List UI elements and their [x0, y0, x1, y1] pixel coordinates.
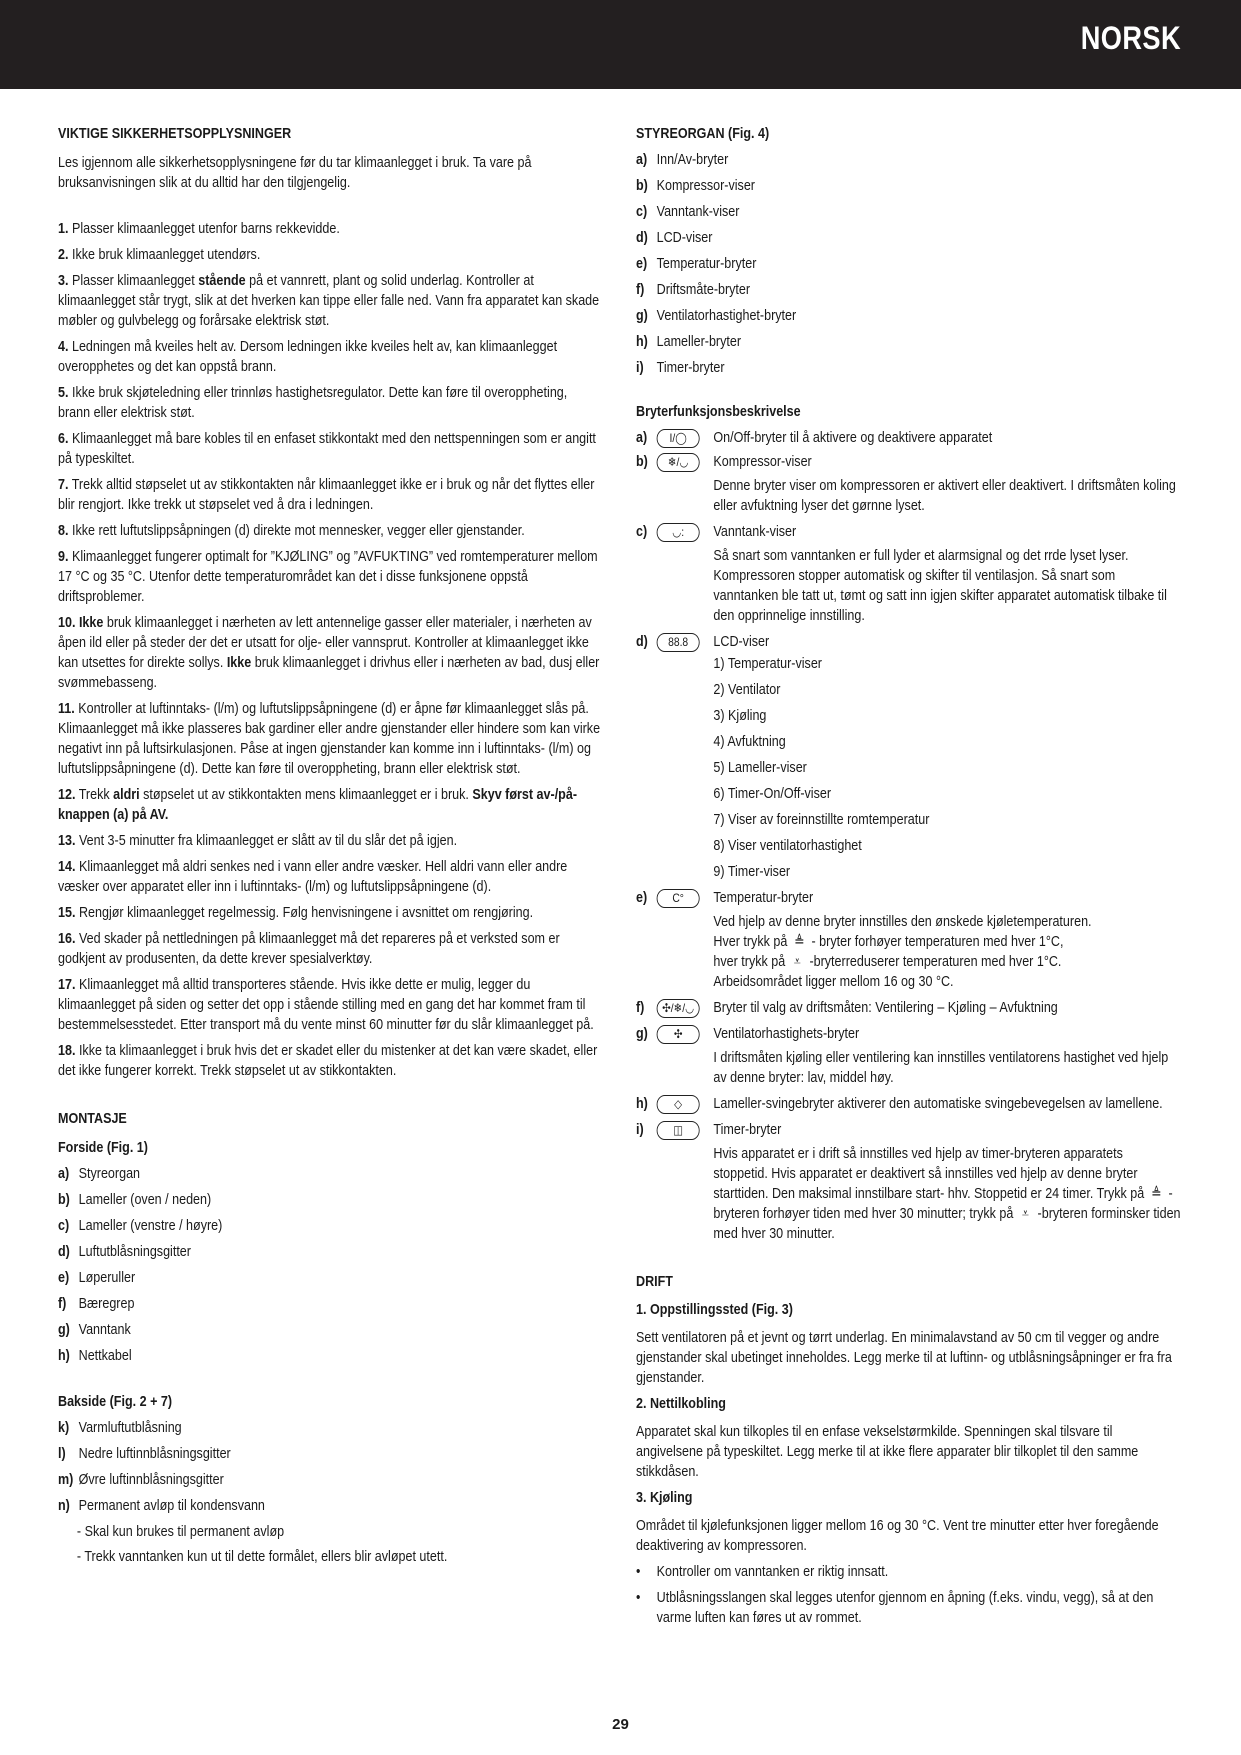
lcd-item: 7) Viser av foreinnstillte romtemperatur — [713, 812, 930, 828]
rule-number: 16. — [58, 931, 76, 947]
item-key: c) — [58, 1218, 70, 1234]
rule-text: støpselet ut av stikkontakten mens klimaanlegget er i bruk. — [139, 787, 473, 803]
item-key: h) — [58, 1348, 70, 1364]
styreorgan-list — [636, 150, 1181, 378]
lcd-item: 2) Ventilator — [713, 682, 781, 698]
safety-rule — [58, 975, 601, 1035]
rule-text: Vent 3-5 minutter fra klimaanlegget er slått av til du slår det på igjen. — [78, 833, 458, 849]
item-key: l) — [58, 1446, 66, 1462]
item-value: Luftutblåsningsgitter — [78, 1244, 191, 1260]
safety-title: VIKTIGE SIKKERHETSOPPLYSNINGER — [58, 126, 292, 142]
bullet-text: Kontroller om vanntanken er riktig innsatt. — [656, 1564, 889, 1580]
bullet: • — [636, 1564, 641, 1580]
safety-rule — [58, 475, 601, 515]
item-key: h) — [636, 334, 648, 350]
safety-rule — [58, 337, 601, 377]
fn-desc: Denne bryter viser om kompressoren er aktivert eller deaktivert. I driftsmåten koling eller avfuktning lyser det gørnne lyset. — [713, 478, 1176, 514]
item-key: m) — [58, 1472, 74, 1488]
fn-desc-line: -bryterreduserer temperaturen med hver 1°C. — [809, 954, 1062, 970]
rule-number: 18. — [58, 1043, 76, 1059]
safety-intro: Les igjennom alle sikkerhetsopplysningene før du tar klimaanlegget i bruk. Ta vare på bruksanvisningen slik at du alltid har den tilgjengelig. — [58, 155, 532, 191]
item-key: f) — [58, 1296, 67, 1312]
list-item — [58, 1216, 601, 1236]
fn-desc-line: hver trykk på — [713, 954, 786, 970]
drift-s1: Sett ventilatoren på et jevnt og tørrt underlag. En minimalavstand av 50 cm til vegger og andre gjenstander skal ubetinget inneholdes. Legg merke til at luftinn- og utblåsningsåpninger er fra fra gjenstander. — [636, 1330, 1172, 1386]
fn-desc-line: - bryteren forhøyer tiden med hver 30 minutter; trykk på — [713, 1186, 1173, 1222]
item-key: e) — [58, 1270, 70, 1286]
rule-text: bruk klimaanlegget i drivhus eller i nærheten av bad, dusj eller svømmebasseng. — [58, 655, 600, 691]
fn-label: Timer-bryter — [713, 1122, 782, 1138]
fn-desc-line: Ved hjelp av denne bryter innstilles den ønskede kjøletemperaturen. — [713, 914, 1092, 930]
rule-number: 4. — [58, 339, 69, 355]
safety-rule — [58, 699, 601, 779]
fn-key: h) — [636, 1096, 648, 1112]
fn-label: Kompressor-viser — [713, 454, 812, 470]
list-item — [636, 1562, 1181, 1582]
safety-rule — [58, 521, 601, 541]
safety-rule — [58, 903, 601, 923]
item-key: b) — [58, 1192, 70, 1208]
item-value: Ventilatorhastighet-bryter — [656, 308, 797, 324]
lcd-item: 4) Avfuktning — [713, 734, 786, 750]
fn-desc-line: Arbeidsområdet ligger mellom 16 og 30 °C. — [713, 974, 954, 990]
rule-bold: Ikke — [78, 615, 104, 631]
lcd-item: 9) Timer-viser — [713, 864, 791, 880]
list-item — [58, 1268, 601, 1288]
drift-title: DRIFT — [636, 1274, 673, 1290]
list-item — [636, 254, 1181, 274]
item-value: Vanntank-viser — [656, 204, 740, 220]
down-arrow-icon: ⩡ — [793, 954, 801, 970]
safety-rule — [58, 219, 601, 239]
list-item — [58, 1320, 601, 1340]
rule-number: 14. — [58, 859, 76, 875]
item-key: n) — [58, 1498, 70, 1514]
fn-label: LCD-viser — [713, 634, 770, 650]
rule-number: 15. — [58, 905, 76, 921]
power-icon: I/◯ — [657, 429, 700, 448]
fn-label: On/Off-bryter til å aktivere og deaktivere apparatet — [713, 430, 993, 446]
rule-bold: Ikke — [226, 655, 252, 671]
fn-label: Bryter til valg av driftsmåten: Ventilering – Kjøling – Avfuktning — [713, 1000, 1058, 1016]
fn-label: Vanntank-viser — [713, 524, 797, 540]
front-title: Forside (Fig. 1) — [58, 1140, 148, 1156]
bullet: • — [636, 1590, 641, 1606]
rule-text: Ved skader på nettledningen på klimaanlegget må det repareres på et verksted som er godkjent av produsenten, da dette krever spesialverktøy. — [58, 931, 560, 967]
back-note: - Skal kun brukes til permanent avløp — [76, 1524, 285, 1540]
rule-bold: Skyv først av-/på-knappen (a) på AV. — [58, 787, 578, 823]
fn-desc: Så snart som vanntanken er full lyder et alarmsignal og det rrde lyset lyser. Kompressoren stopper automatisk og skifter til ventilasjon. Så snart som vanntanken ble tatt ut, tømt og satt inn igjen skifter apparatet automatisk tilbake til den opprinnelige innstilling. — [713, 548, 1167, 624]
rule-number: 12. — [58, 787, 76, 803]
fn-key: c) — [636, 524, 648, 540]
language-label: NORSK — [1080, 20, 1181, 56]
rule-text: Trekk alltid støpselet ut av stikkontakten når klimaanlegget ikke er i bruk og når det flyttes eller blir rengjort. Ikke trekk ut støpselet ved å dra i ledningen. — [58, 477, 595, 513]
rule-text: Ikke rett luftutslippsåpningen (d) direkte mot mennesker, vegger eller gjenstander. — [71, 523, 525, 539]
rule-text: Rengjør klimaanlegget regelmessig. Følg henvisningene i avsnittet om rengjøring. — [78, 905, 534, 921]
fn-g — [636, 1024, 1181, 1044]
item-key: c) — [636, 204, 648, 220]
fn-h — [636, 1094, 1181, 1114]
fn-e — [636, 888, 1181, 908]
rule-bold: aldri — [113, 787, 140, 803]
rule-text: på et vannrett, plant og solid underlag. Kontroller at klimaanlegget står trygt, slik at det hverken kan tippe eller falle ned. Vann fra apparatet kan skade møbler og gulvbelegg og forårsake elektrisk støt. — [58, 273, 600, 329]
fn-a — [636, 428, 1181, 448]
timer-icon: ◫ — [657, 1121, 700, 1140]
rule-text: Plasser klimaanlegget — [71, 273, 199, 289]
list-item — [636, 306, 1181, 326]
item-key: g) — [636, 308, 648, 324]
item-value: LCD-viser — [656, 230, 713, 246]
rule-number: 2. — [58, 247, 69, 263]
item-key: d) — [58, 1244, 70, 1260]
list-item — [58, 1164, 601, 1184]
fn-desc-line: - bryter forhøyer temperaturen med hver 1°C, — [811, 934, 1064, 950]
styreorgan-title: STYREORGAN — [636, 126, 725, 142]
left-column — [58, 124, 602, 1572]
list-item — [636, 280, 1181, 300]
safety-rule — [58, 929, 601, 969]
back-title: Bakside (Fig. 2 + 7) — [58, 1394, 173, 1410]
temperature-icon: C° — [657, 889, 700, 908]
lcd-item: 8) Viser ventilatorhastighet — [713, 838, 862, 854]
item-key: k) — [58, 1420, 70, 1436]
rule-number: 1. — [58, 221, 69, 237]
up-arrow-icon: ≜ — [1151, 1186, 1162, 1202]
item-value: Nettkabel — [78, 1348, 132, 1364]
fn-desc — [636, 912, 1181, 992]
fn-desc-line: -bryteren forminsker tiden med hver 30 minutter. — [713, 1206, 1181, 1242]
item-value: Lameller-bryter — [656, 334, 742, 350]
rule-number: 6. — [58, 431, 69, 447]
list-item — [636, 332, 1181, 352]
rule-number: 17. — [58, 977, 76, 993]
rule-number: 9. — [58, 549, 69, 565]
list-item — [636, 1588, 1181, 1628]
item-value: Bæregrep — [78, 1296, 135, 1312]
fn-key: e) — [636, 890, 648, 906]
down-arrow-icon: ⩡ — [1021, 1206, 1029, 1222]
safety-rule — [58, 429, 601, 469]
list-item — [636, 228, 1181, 248]
rule-text: Ikke bruk skjøteledning eller trinnløs hastighetsregulator. Dette kan føre til overoppheting, brann eller elektrisk støt. — [58, 385, 568, 421]
safety-rules — [58, 219, 601, 1081]
header-bar — [0, 0, 1241, 89]
fn-key: d) — [636, 634, 648, 650]
rule-text: Ledningen må kveiles helt av. Dersom ledningen ikke kveiles helt av, kan klimaanlegget overopphetes og det kan oppstå brann. — [58, 339, 558, 375]
list-item — [636, 202, 1181, 222]
rule-number: 10. — [58, 615, 76, 631]
fn-desc — [636, 1144, 1181, 1244]
list-item — [58, 1470, 601, 1490]
bullet-text: Utblåsningsslangen skal legges utenfor gjennom en åpning (f.eks. vindu, vegg), så at den varme luften kan føres ut av rommet. — [656, 1590, 1154, 1626]
fn-c — [636, 522, 1181, 542]
front-list — [58, 1164, 601, 1366]
rule-text: Kontroller at luftinntaks- (l/m) og luftutslippsåpningene (d) er åpne før klimaanlegget slås på. Klimaanlegget må ikke plasseres bak gardiner eller andre gjenstander eller hindere som kan virke negativt inn på luftsirkulasjonen. Påse at ingen gjenstander kan komme inn i luftinntaks- (l/m) og luftutslippsåpningene (d). Dette kan føre til overoppheting, brann eller elektrisk støt. — [58, 701, 601, 777]
safety-rule — [58, 547, 601, 607]
item-key: a) — [636, 152, 648, 168]
lcd-item: 6) Timer-On/Off-viser — [713, 786, 832, 802]
rule-number: 13. — [58, 833, 76, 849]
drift-s2: Apparatet skal kun tilkoples til en enfase vekselstørmkilde. Spenningen skal tilsvare til angivelsene på typeskiltet. Legg merke til at ikke flere apparater blir tilkoplet til den samme stikkdåsen. — [636, 1424, 1139, 1480]
item-key: g) — [58, 1322, 70, 1338]
safety-rule — [58, 857, 601, 897]
fn-b — [636, 452, 1181, 472]
item-value: Løperuller — [78, 1270, 136, 1286]
safety-rule — [58, 271, 601, 331]
fn-key: i) — [636, 1122, 644, 1138]
rule-bold: stående — [198, 273, 246, 289]
item-value: Lameller (venstre / høyre) — [78, 1218, 223, 1234]
item-value: Inn/Av-bryter — [656, 152, 729, 168]
list-item — [58, 1496, 601, 1516]
item-key: a) — [58, 1166, 70, 1182]
item-key: e) — [636, 256, 648, 272]
lcd-item: 3) Kjøling — [713, 708, 767, 724]
mode-icon: ✣/❄/◡ — [657, 999, 700, 1018]
drift-s3-title: 3. Kjøling — [636, 1490, 693, 1506]
rule-number: 8. — [58, 523, 69, 539]
fn-key: b) — [636, 454, 648, 470]
list-item — [636, 358, 1181, 378]
item-key: i) — [636, 360, 644, 376]
fn-key: g) — [636, 1026, 648, 1042]
item-key: d) — [636, 230, 648, 246]
item-key: f) — [636, 282, 645, 298]
back-note: - Trekk vanntanken kun ut til dette formålet, ellers blir avløpet utett. — [76, 1549, 448, 1565]
drift-s2-title: 2. Nettilkobling — [636, 1396, 726, 1412]
drift-s3: Området til kjølefunksjonen ligger mellom 16 og 30 °C. Vent tre minutter etter hver foregående deaktivering av kompressoren. — [636, 1518, 1159, 1554]
rule-text: Klimaanlegget må aldri senkes ned i vann eller andre væsker. Hell aldri vann eller andre væsker over apparatet eller inn i luftinntaks- (l/m) og luftutslippsåpningene (d). — [58, 859, 568, 895]
swing-icon: ◇ — [657, 1095, 700, 1114]
rule-number: 3. — [58, 273, 69, 289]
back-list — [58, 1418, 601, 1516]
item-value: Styreorgan — [78, 1166, 141, 1182]
list-item — [58, 1444, 601, 1464]
safety-rule — [58, 245, 601, 265]
item-value: Driftsmåte-bryter — [656, 282, 751, 298]
safety-rule — [58, 831, 601, 851]
fn-label: Lameller-svingebryter aktiverer den automatiske svingebevegelsen av lamellene. — [713, 1096, 1163, 1112]
page-number: 29 — [612, 1716, 629, 1733]
up-arrow-icon: ≜ — [794, 934, 805, 950]
item-value: Temperatur-bryter — [656, 256, 757, 272]
rule-number: 7. — [58, 477, 69, 493]
fan-icon: ✣ — [657, 1025, 700, 1044]
rule-text: Trekk — [78, 787, 114, 803]
list-item — [636, 176, 1181, 196]
lcd-item: 5) Lameller-viser — [713, 760, 807, 776]
item-value: Timer-bryter — [656, 360, 725, 376]
right-column — [636, 124, 1182, 1634]
rule-text: Klimaanlegget må bare kobles til en enfaset stikkontakt med den nettspenningen som er angitt på typeskiltet. — [58, 431, 596, 467]
montasje-title: MONTASJE — [58, 1111, 127, 1127]
lcd-icon: 88.8 — [657, 633, 700, 652]
list-item — [58, 1294, 601, 1314]
rule-number: 5. — [58, 385, 69, 401]
water-tank-icon: ◡: — [657, 523, 700, 542]
list-item — [58, 1190, 601, 1210]
item-value: Varmluftutblåsning — [78, 1420, 182, 1436]
compressor-icon: ❄/◡ — [657, 453, 700, 472]
item-value: Vanntank — [78, 1322, 131, 1338]
safety-rule — [58, 1041, 601, 1081]
drift-s1-title: 1. Oppstillingssted (Fig. 3) — [636, 1302, 793, 1318]
fn-desc-line: Hver trykk på — [713, 934, 788, 950]
list-item — [636, 150, 1181, 170]
fn-f — [636, 998, 1181, 1018]
fn-desc-line: Hvis apparatet er i drift så innstilles ved hjelp av timer-bryteren apparatets stoppetid. Hvis apparatet er deaktivert så innstilles ved hjelp av denne bryter starttiden. Den maksimal innstilbare start- hhv. Stoppetid er 24 timer. Trykk på — [713, 1146, 1145, 1202]
bryter-title: Bryterfunksjonsbeskrivelse — [636, 404, 801, 420]
rule-text: Ikke bruk klimaanlegget utendørs. — [71, 247, 261, 263]
rule-number: 11. — [58, 701, 75, 717]
item-value: Øvre luftinnblåsningsgitter — [78, 1472, 224, 1488]
item-value: Kompressor-viser — [656, 178, 755, 194]
fn-desc: I driftsmåten kjøling eller ventilering kan innstilles ventilatorens hastighet ved hjelp av denne bryter: lav, middel høy. — [713, 1050, 1169, 1086]
fn-d — [636, 632, 1181, 652]
fn-key: f) — [636, 1000, 645, 1016]
list-item — [58, 1242, 601, 1262]
safety-rule — [58, 383, 601, 423]
fn-i — [636, 1120, 1181, 1140]
list-item — [58, 1346, 601, 1366]
rule-text: Klimaanlegget må alltid transporteres stående. Hvis ikke dette er mulig, legger du klimaanlegget på siden og setter det opp i stående stilling med en gang det har kommet fram til bestemmelsesstedet. Etter transport må du vente minst 60 minutter før du slår klimaanlegget på. — [58, 977, 594, 1033]
rule-text: bruk klimaanlegget i nærheten av lett antennelige gasser eller materialer, i nærheten av åpen ild eller på steder der det er utsatt for olje- eller vannsprut. Kontroller at klimaanlegget ikke kan utsettes for direkte sollys. — [58, 615, 592, 671]
safety-rule — [58, 785, 601, 825]
rule-text: Ikke ta klimaanlegget i bruk hvis det er skadet eller du mistenker at det kan være skadet, eller det ikke fungerer korrekt. Trekk støpselet ut av stikkontakten. — [58, 1043, 598, 1079]
fn-label: Ventilatorhastighets-bryter — [713, 1026, 860, 1042]
rule-text: Plasser klimaanlegget utenfor barns rekkevidde. — [71, 221, 340, 237]
styreorgan-fig: (Fig. 4) — [724, 126, 770, 142]
lcd-list — [636, 654, 1181, 882]
list-item — [58, 1418, 601, 1438]
fn-label: Temperatur-bryter — [713, 890, 814, 906]
item-value: Nedre luftinnblåsningsgitter — [78, 1446, 231, 1462]
lcd-item: 1) Temperatur-viser — [713, 656, 822, 672]
item-value: Permanent avløp til kondensvann — [78, 1498, 265, 1514]
rule-text: Klimaanlegget fungerer optimalt for ”KJØLING” og ”AVFUKTING” ved romtemperaturer mellom 17 °C og 35 °C. Utenfor dette temperaturområdet kan det i disse funksjonene oppstå driftsproblemer. — [58, 549, 598, 605]
safety-rule — [58, 613, 601, 693]
fn-key: a) — [636, 430, 648, 446]
item-value: Lameller (oven / neden) — [78, 1192, 212, 1208]
item-key: b) — [636, 178, 648, 194]
